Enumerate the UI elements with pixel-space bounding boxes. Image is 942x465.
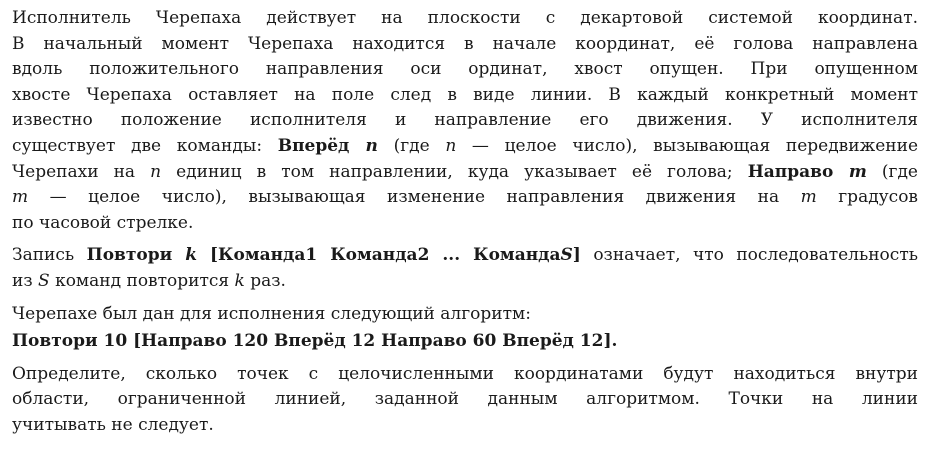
text-run: области, ограниченной линией, заданной данным алгоритмом. Точки на линии <box>12 389 918 410</box>
text-line <box>12 362 918 388</box>
text-line <box>12 302 918 328</box>
text-run: — целое число), вызывающая передвижение <box>456 135 919 156</box>
paragraph-p2 <box>12 243 918 294</box>
text-run: n <box>365 135 378 156</box>
text-line <box>12 387 918 413</box>
text-line <box>12 32 918 58</box>
text-run: Запись <box>12 245 87 266</box>
paragraph-p1 <box>12 6 918 236</box>
text-line <box>12 413 918 439</box>
text-run: учитывать не следует. <box>12 414 214 435</box>
text-run: В начальный момент Черепаха находится в начале координат, её голова направлена <box>12 33 918 54</box>
text-run: по часовой стрелке. <box>12 212 194 233</box>
text-run: n <box>150 161 162 182</box>
text-run: (где <box>377 135 446 156</box>
text-run: k <box>185 245 197 266</box>
text-run: команд повторится <box>49 270 235 291</box>
text-run: из <box>12 270 39 291</box>
text-run: Повтори 10 [Направо 120 Вперёд 12 Направо 60 Вперёд 12]. <box>12 331 618 352</box>
text-run: (где <box>866 161 918 182</box>
text-run: раз. <box>244 270 286 291</box>
text-run: ] <box>572 245 581 266</box>
paragraph-p5 <box>12 362 918 439</box>
text-line <box>12 57 918 83</box>
text-line <box>12 269 918 295</box>
text-run: Черепахи на <box>12 161 151 182</box>
text-run: [Команда1 Команда2 ... Команда <box>196 245 561 266</box>
text-run: Вперёд <box>277 135 366 156</box>
text-run: существует две команды: <box>12 135 278 156</box>
text-run: вдоль положительного направления оси ординат, хвост опущен. При опущенном <box>12 59 918 80</box>
task-text <box>12 6 918 439</box>
text-run: известно положение исполнителя и направление его движения. У исполнителя <box>12 110 918 131</box>
text-run: Черепахе был дан для исполнения следующий алгоритм: <box>12 303 531 324</box>
text-run: Направо <box>747 161 849 182</box>
text-run: означает, что последовательность <box>580 245 918 266</box>
text-run: m <box>12 187 29 208</box>
text-run: единиц в том направлении, куда указывает её голова; <box>161 161 748 182</box>
paragraph-p4 <box>12 329 918 355</box>
paragraph-p3 <box>12 302 918 328</box>
text-run: S <box>38 270 50 291</box>
text-run: m <box>848 161 867 182</box>
text-line <box>12 211 918 237</box>
text-line <box>12 83 918 109</box>
text-run: Исполнитель Черепаха действует на плоскости с декартовой системой координат. <box>12 8 918 28</box>
text-line <box>12 108 918 134</box>
text-line <box>12 185 918 211</box>
text-line <box>12 329 918 355</box>
text-line <box>12 243 918 269</box>
text-run: n <box>445 135 457 156</box>
text-run: m <box>800 187 817 208</box>
text-run: S <box>560 245 573 266</box>
text-run: k <box>234 270 245 291</box>
text-line <box>12 6 918 32</box>
text-run: градусов <box>816 187 919 208</box>
text-run: Повтори <box>86 245 186 266</box>
text-line <box>12 160 918 186</box>
text-run: хвосте Черепаха оставляет на поле след в виде линии. В каждый конкретный момент <box>12 84 918 105</box>
text-run: — целое число), вызывающая изменение направления движения на <box>28 187 801 208</box>
text-line <box>12 134 918 160</box>
text-run: Определите, сколько точек с целочисленными координатами будут находиться внутри <box>12 363 918 384</box>
